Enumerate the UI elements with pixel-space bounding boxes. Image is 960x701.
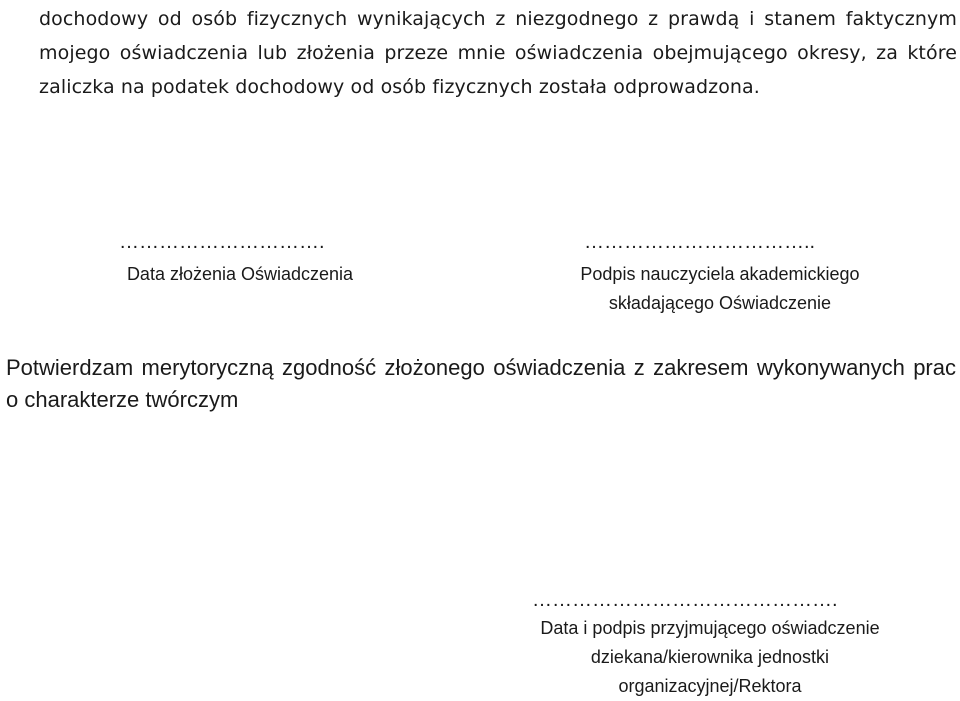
date-signature-caption: Data złożenia Oświadczenia (126, 264, 354, 284)
teacher-signature-caption-line: Podpis nauczyciela akademickiego (580, 264, 860, 284)
dean-signature-caption-line: organizacyjnej/Rektora (618, 676, 802, 696)
dean-signature-line: ………………………………………. (532, 589, 838, 611)
teacher-signature-caption (540, 260, 900, 318)
date-signature-line: …………………………. (119, 231, 325, 253)
dean-signature-caption-line: Data i podpis przyjmującego oświadczenie (540, 618, 880, 638)
intro-paragraph: dochodowy od osób fizycznych wynikających z niezgodnego z prawdą i stanem faktycznym mojego oświadczenia lub złożenia przeze mnie oświadczenia obejmującego okresy, za które zaliczka na podatek dochodowy od osób fizycznych została odprowadzona. (39, 8, 957, 98)
teacher-signature-caption-line: składającego Oświadczenie (608, 293, 832, 313)
confirmation-paragraph: Potwierdzam merytoryczną zgodność złożonego oświadczenia z zakresem wykonywanych prac o charakterze twórczym (6, 355, 956, 412)
dean-signature-caption (500, 614, 920, 701)
teacher-signature-line: …………………………….. (584, 231, 816, 253)
dean-signature-caption-line: dziekana/kierownika jednostki (590, 647, 830, 667)
